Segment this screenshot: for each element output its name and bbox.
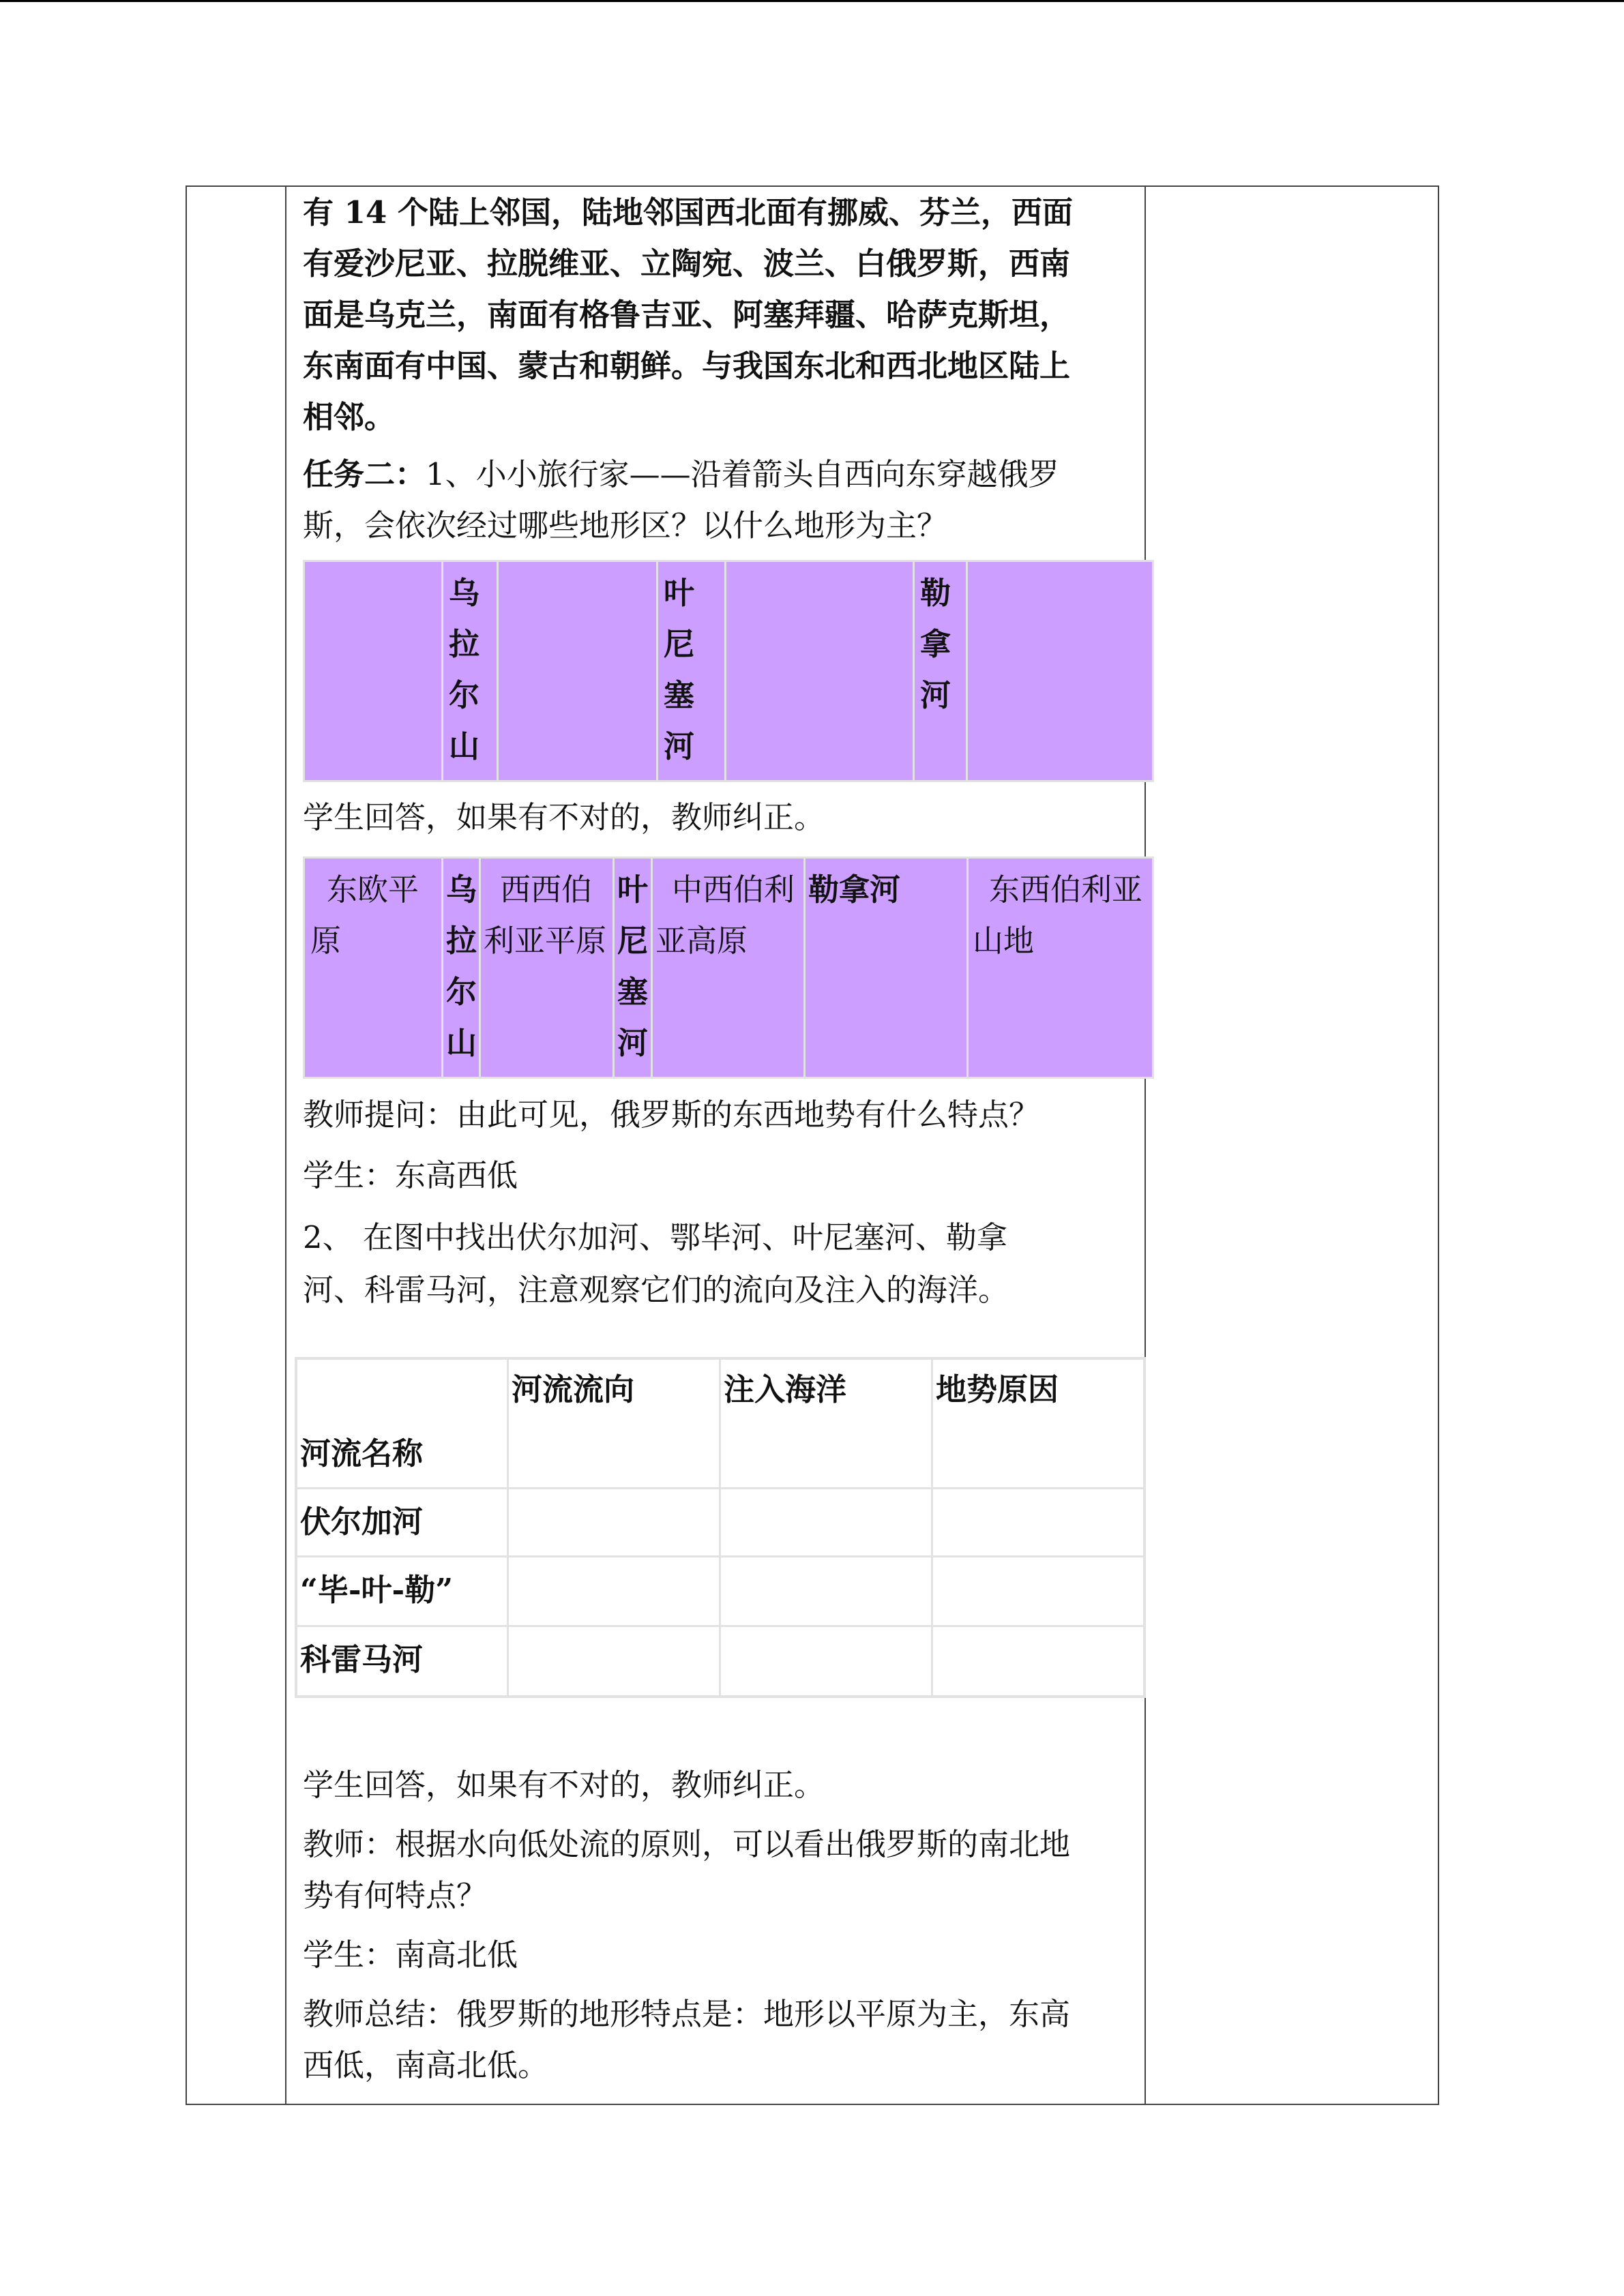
river-table-cell bbox=[721, 1557, 933, 1627]
terrain-answer-cell: 叶尼塞河 bbox=[615, 859, 653, 1077]
river-table-header: 地势原因 bbox=[933, 1360, 1146, 1489]
neighbors-paragraph-line: 有爱沙尼亚、拉脱维亚、立陶宛、波兰、白俄罗斯，西南 bbox=[303, 245, 1071, 282]
river-table-cell bbox=[933, 1557, 1146, 1627]
river-table bbox=[295, 1357, 1146, 1698]
terrain-blank-cell: 勒拿河 bbox=[915, 562, 968, 780]
teacher-summary-line: 教师总结：俄罗斯的地形特点是：地形以平原为主，东高 bbox=[303, 1996, 1071, 2032]
neighbors-paragraph-line: 面是乌克兰，南面有格鲁吉亚、阿塞拜疆、哈萨克斯坦， bbox=[303, 297, 1071, 333]
terrain-answer-cell: 乌拉尔山 bbox=[443, 859, 481, 1077]
neighbors-paragraph-line: 相邻。 bbox=[303, 399, 396, 435]
task2-intro-line bbox=[303, 449, 1160, 500]
terrain-blank-cell: 乌拉尔山 bbox=[443, 562, 499, 780]
terrain-blank-table bbox=[303, 560, 1154, 782]
task2-part2-line: 2、 在图中找出伏尔加河、鄂毕河、叶尼塞河、勒拿 bbox=[303, 1219, 1007, 1255]
neighbors-paragraph-line: 东南面有中国、蒙古和朝鲜。与我国东北和西北地区陆上 bbox=[303, 348, 1071, 384]
river-table-cell bbox=[509, 1557, 721, 1627]
river-table-corner: 河流名称 bbox=[297, 1360, 509, 1489]
terrain-blank-cell bbox=[305, 562, 443, 780]
teacher-question-line: 教师提问：由此可见，俄罗斯的东西地势有什么特点？ bbox=[303, 1097, 1040, 1133]
task2-intro-line: 斯，会依次经过哪些地形区？以什么地形为主？ bbox=[303, 507, 948, 543]
teacher-question-line: 教师：根据水向低处流的原则，可以看出俄罗斯的南北地 bbox=[303, 1826, 1071, 1862]
neighbors-paragraph-line: 有 14 个陆上邻国，陆地邻国西北面有挪威、芬兰，西面 bbox=[303, 194, 1073, 230]
river-table-cell bbox=[721, 1627, 933, 1695]
lesson-content-column bbox=[300, 187, 1160, 2104]
task2-text: 1、小小旅行家——沿着箭头自西向东穿越俄罗 bbox=[426, 456, 1059, 492]
terrain-blank-cell bbox=[499, 562, 658, 780]
student-answer-line: 学生回答，如果有不对的，教师纠正。 bbox=[303, 1767, 825, 1803]
river-table-cell bbox=[509, 1627, 721, 1695]
student-answer-line: 学生：东高西低 bbox=[303, 1157, 518, 1193]
terrain-answer-table bbox=[303, 856, 1154, 1079]
terrain-answer-cell: 西西伯利亚平原 bbox=[481, 859, 615, 1077]
task2-label: 任务二： bbox=[303, 456, 426, 492]
terrain-blank-cell: 叶尼塞河 bbox=[658, 562, 726, 780]
terrain-answer-cell: 勒拿河 bbox=[806, 859, 969, 1077]
river-table-cell bbox=[933, 1489, 1146, 1557]
terrain-answer-cell: 东西伯利亚山地 bbox=[973, 871, 1143, 959]
terrain-answer-cell: 东欧平原 bbox=[305, 859, 443, 1077]
teacher-question-line: 势有何特点？ bbox=[303, 1877, 488, 1913]
student-answer-line: 学生：南高北低 bbox=[303, 1937, 518, 1973]
river-table-header: 注入海洋 bbox=[721, 1360, 933, 1489]
river-name-cell: 伏尔加河 bbox=[297, 1489, 509, 1557]
column-divider-left bbox=[285, 187, 286, 2104]
river-table-cell bbox=[933, 1627, 1146, 1695]
teacher-summary-line: 西低，南高北低。 bbox=[303, 2047, 549, 2083]
task2-part2-line: 河、科雷马河，注意观察它们的流向及注入的海洋。 bbox=[303, 1272, 1009, 1308]
river-table-cell bbox=[509, 1489, 721, 1557]
river-table-header: 河流流向 bbox=[509, 1360, 721, 1489]
river-name-cell: 科雷马河 bbox=[297, 1627, 509, 1695]
terrain-blank-cell bbox=[726, 562, 915, 780]
river-table-cell bbox=[721, 1489, 933, 1557]
lesson-plan-table bbox=[186, 185, 1439, 2105]
river-name-cell: “毕-叶-勒” bbox=[297, 1557, 509, 1627]
top-border-line bbox=[0, 0, 1624, 2]
terrain-blank-cell bbox=[968, 562, 1152, 780]
student-answer-line: 学生回答，如果有不对的，教师纠正。 bbox=[303, 799, 825, 835]
terrain-answer-cell: 中西伯利亚高原 bbox=[653, 859, 806, 1077]
